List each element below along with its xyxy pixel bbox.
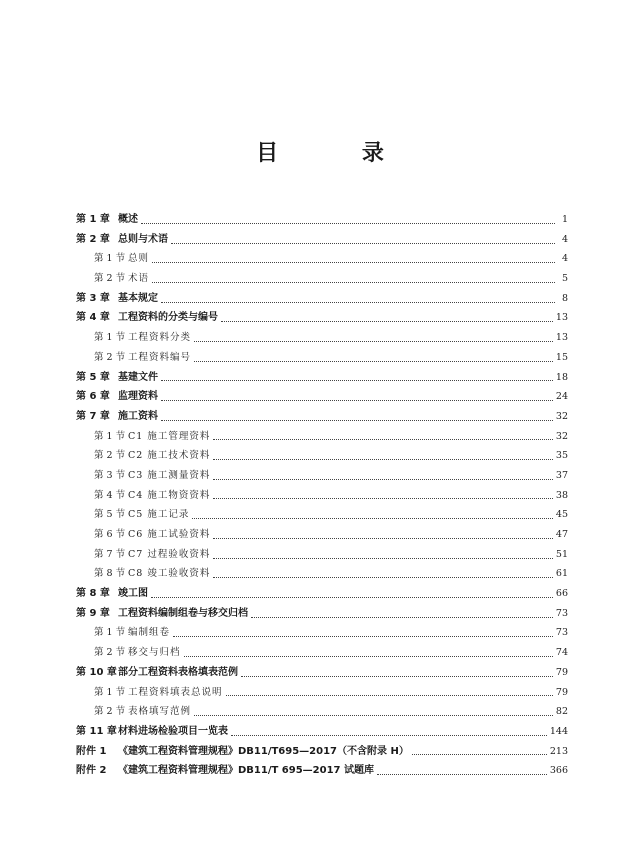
toc-page-number: 45 <box>555 509 568 521</box>
toc-entry-label: C7 过程验收资料 <box>128 548 211 560</box>
toc-entry-label: 基建文件 <box>118 371 158 383</box>
toc-entry-label: 基本规定 <box>118 292 158 304</box>
toc-page-number: 4 <box>561 253 568 265</box>
toc-page-number: 5 <box>561 273 568 285</box>
toc-entry-number: 第 1 章 <box>76 214 110 225</box>
dot-leader <box>221 320 553 322</box>
dot-leader <box>231 734 547 736</box>
dot-leader <box>194 360 553 362</box>
toc-chapter-entry <box>76 308 568 328</box>
toc-entry-number: 第 7 节 <box>94 548 126 560</box>
dot-leader <box>194 714 553 716</box>
toc-section-entry <box>76 269 568 289</box>
toc-entry-number: 附件 2 <box>76 765 107 777</box>
toc-entry-number: 第 2 节 <box>94 647 126 659</box>
toc-entry-label: C1 施工管理资料 <box>128 430 211 442</box>
toc-chapter-entry <box>76 761 568 781</box>
toc-entry-label: 监理资料 <box>118 391 158 403</box>
toc-entry-label: C3 施工测量资料 <box>128 469 211 481</box>
toc-entry-label: 施工资料 <box>118 410 158 422</box>
toc-entry-label: 术语 <box>128 273 150 285</box>
toc-entry-label: 移交与归档 <box>128 647 181 659</box>
toc-section-entry <box>76 328 568 348</box>
toc-page-number: 82 <box>555 706 568 718</box>
toc-section-entry <box>76 545 568 565</box>
toc-entry-label: 工程资料编号 <box>128 351 192 363</box>
dot-leader <box>213 576 553 578</box>
toc-page-number: 79 <box>555 686 568 698</box>
toc-entry-number: 第 3 章 <box>76 292 110 304</box>
toc-page-number: 1 <box>561 214 568 225</box>
toc-entry-number: 第 2 节 <box>94 706 126 718</box>
toc-entry-label: 工程资料填表总说明 <box>128 686 223 698</box>
toc-page-number: 366 <box>549 765 568 777</box>
dot-leader <box>152 261 555 263</box>
toc-section-entry <box>76 623 568 643</box>
toc-entry-label: C5 施工记录 <box>128 509 190 521</box>
toc-chapter-entry <box>76 230 568 250</box>
toc-entry-number: 第 2 节 <box>94 450 126 462</box>
toc-entry-label: 《建筑工程资料管理规程》DB11/T695—2017（不含附录 H） <box>118 745 409 757</box>
toc-entry-label: 概述 <box>118 214 138 225</box>
toc-entry-number: 第 1 节 <box>94 627 126 639</box>
toc-entry-number: 第 1 节 <box>94 332 126 344</box>
toc-page-number: 37 <box>555 469 568 481</box>
toc-page-number: 13 <box>555 332 568 344</box>
toc-entry-label: 编制组卷 <box>128 627 171 639</box>
toc-entry-number: 第 4 章 <box>76 312 110 324</box>
dot-leader <box>213 497 553 499</box>
toc-entry-number: 第 2 章 <box>76 233 110 245</box>
toc-section-entry <box>76 525 568 545</box>
dot-leader <box>184 655 553 657</box>
dot-leader <box>141 222 555 224</box>
dot-leader <box>161 379 553 381</box>
toc-page-number: 4 <box>561 233 568 245</box>
toc-section-entry <box>76 505 568 525</box>
toc-chapter-entry <box>76 742 568 762</box>
toc-page-number: 144 <box>549 725 568 737</box>
toc-entry-number: 第 8 节 <box>94 568 126 580</box>
toc-entry-number: 第 3 节 <box>94 469 126 481</box>
toc-page-number: 8 <box>561 292 568 304</box>
toc-entry-label: C6 施工试验资料 <box>128 529 211 540</box>
toc-entry-label: 工程资料的分类与编号 <box>118 312 218 324</box>
dot-leader <box>213 537 553 539</box>
toc-chapter-entry <box>76 584 568 604</box>
toc-chapter-entry <box>76 663 568 683</box>
dot-leader <box>161 399 553 401</box>
toc-chapter-entry <box>76 722 568 742</box>
toc-section-entry <box>76 427 568 447</box>
toc-entry-number: 第 6 章 <box>76 391 110 403</box>
page-title: 目 录 <box>256 141 422 166</box>
toc-section-entry <box>76 564 568 584</box>
toc-section-entry <box>76 683 568 703</box>
toc-page-number: 35 <box>555 450 568 462</box>
toc-entry-label: C2 施工技术资料 <box>128 450 211 462</box>
toc-entry-label: 部分工程资料表格填表范例 <box>118 666 238 678</box>
toc-section-entry <box>76 348 568 368</box>
toc-entry-number: 第 7 章 <box>76 410 110 422</box>
toc-page-number: 73 <box>555 607 568 619</box>
toc-chapter-entry <box>76 289 568 309</box>
toc-section-entry <box>76 486 568 506</box>
toc-section-entry <box>76 249 568 269</box>
toc-chapter-entry <box>76 604 568 624</box>
toc-page-number: 47 <box>555 529 568 540</box>
toc-page-number: 18 <box>555 371 568 383</box>
toc-entry-number: 第 5 章 <box>76 371 110 383</box>
dot-leader <box>377 773 547 775</box>
dot-leader <box>412 753 547 755</box>
toc-page-number: 51 <box>555 548 568 560</box>
toc-section-entry <box>76 466 568 486</box>
toc-chapter-entry <box>76 407 568 427</box>
toc-entry-number: 第 4 节 <box>94 489 126 501</box>
toc-entry-label: 《建筑工程资料管理规程》DB11/T 695—2017 试题库 <box>118 765 374 777</box>
toc-chapter-entry <box>76 387 568 407</box>
dot-leader <box>251 616 553 618</box>
dot-leader <box>161 301 555 303</box>
toc-entry-number: 第 6 节 <box>94 529 126 540</box>
toc-page-number: 15 <box>555 351 568 363</box>
dot-leader <box>173 635 553 637</box>
dot-leader <box>152 281 555 283</box>
toc-entry-label: 表格填写范例 <box>128 706 192 718</box>
toc-entry-label: C4 施工物资资料 <box>128 489 211 501</box>
toc-entry-number: 第 11 章 <box>76 725 117 737</box>
toc-entry-label: C8 竣工验收资料 <box>128 568 211 580</box>
dot-leader <box>213 478 553 480</box>
toc-page-number: 13 <box>555 312 568 324</box>
toc-entry-number: 第 2 节 <box>94 273 126 285</box>
toc-chapter-entry <box>76 210 568 230</box>
toc-page-number: 213 <box>549 745 568 757</box>
toc-entry-number: 第 1 节 <box>94 430 126 442</box>
toc-entry-number: 第 1 节 <box>94 253 126 265</box>
dot-leader <box>161 419 553 421</box>
toc-page-number: 38 <box>555 489 568 501</box>
toc-page-number: 79 <box>555 666 568 678</box>
toc-entry-label: 工程资料编制组卷与移交归档 <box>118 607 248 619</box>
dot-leader <box>151 596 553 598</box>
toc-entry-number: 第 10 章 <box>76 666 117 678</box>
table-of-contents <box>76 210 568 781</box>
toc-page-number: 66 <box>555 588 568 600</box>
toc-entry-label: 总则与术语 <box>118 233 168 245</box>
toc-section-entry <box>76 446 568 466</box>
toc-page-number: 32 <box>555 430 568 442</box>
toc-page-number: 24 <box>555 391 568 403</box>
toc-chapter-entry <box>76 368 568 388</box>
toc-section-entry <box>76 643 568 663</box>
dot-leader <box>226 694 553 696</box>
toc-page-number: 74 <box>555 647 568 659</box>
toc-page-number: 61 <box>555 568 568 580</box>
toc-entry-label: 工程资料分类 <box>128 332 192 344</box>
toc-page-number: 32 <box>555 410 568 422</box>
toc-entry-number: 第 8 章 <box>76 588 110 600</box>
toc-entry-label: 总则 <box>128 253 150 265</box>
dot-leader <box>213 458 553 460</box>
toc-entry-label: 竣工图 <box>118 588 148 600</box>
toc-entry-label: 材料进场检验项目一览表 <box>118 725 228 737</box>
dot-leader <box>213 557 553 559</box>
dot-leader <box>213 438 553 440</box>
dot-leader <box>194 340 553 342</box>
toc-entry-number: 第 1 节 <box>94 686 126 698</box>
toc-section-entry <box>76 702 568 722</box>
toc-entry-number: 附件 1 <box>76 745 107 757</box>
toc-entry-number: 第 9 章 <box>76 607 110 619</box>
dot-leader <box>171 242 555 244</box>
toc-entry-number: 第 5 节 <box>94 509 126 521</box>
dot-leader <box>241 675 553 677</box>
toc-page-number: 73 <box>555 627 568 639</box>
dot-leader <box>192 517 553 519</box>
toc-entry-number: 第 2 节 <box>94 351 126 363</box>
